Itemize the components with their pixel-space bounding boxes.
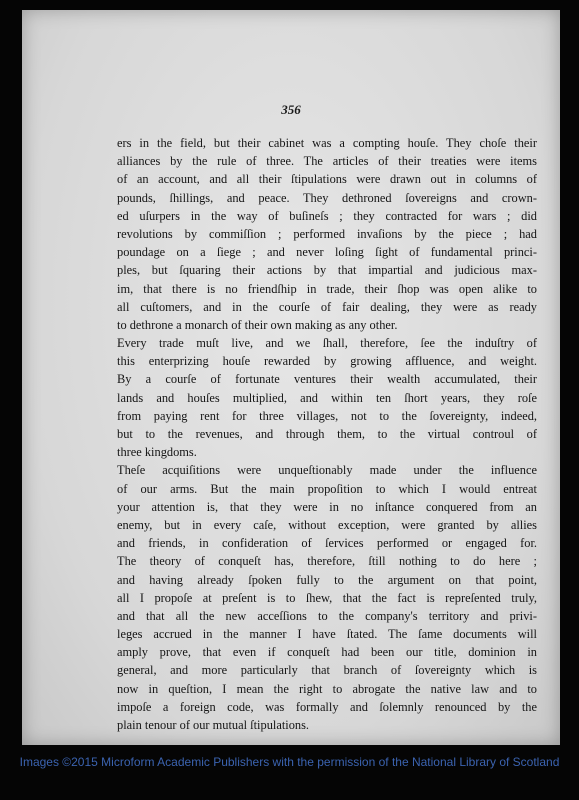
- text-line: of our arms. But the main propoſition to which I would entreat: [117, 481, 537, 496]
- text-line: The theory of conqueſt has, therefore, ſtill nothing to do here ;: [117, 554, 537, 569]
- text-line: impoſe a foreign code, was formally and ſolemnly renounced by the: [117, 699, 537, 714]
- text-line: this enterprizing houſe rewarded by growing affluence, and weight.: [117, 354, 537, 369]
- page-number: 356: [281, 102, 301, 117]
- text-line: ers in the field, but their cabinet was a compting houſe. They choſe their: [117, 136, 537, 150]
- text-line: enemy, but in every caſe, without exception, were granted by allies: [117, 517, 537, 532]
- text-line: and friends, in confideration of ſervices performed or engaged for.: [117, 536, 537, 551]
- text-line: now in queſtion, I mean the right to abrogate the native law and to: [117, 681, 537, 696]
- text-line: ed uſurpers in the way of buſineſs ; they contracted for wars ; did: [117, 208, 537, 223]
- text-line: Every trade muſt live, and we ſhall, therefore, ſee the induſtry of: [117, 336, 537, 351]
- text-line: to dethrone a monarch of their own making as any other.: [117, 317, 398, 332]
- text-line: your attention is, that they were in no inſtance conquered from an: [117, 499, 537, 514]
- text-line: all cuſtomers, and in the courſe of fair dealing, they were as ready: [117, 299, 537, 314]
- text-line: alliances by the rule of three. The articles of their treaties were items: [117, 154, 537, 169]
- text-line: three kingdoms.: [117, 445, 197, 460]
- text-line: plain tenour of our mutual ſtipulations.: [117, 718, 310, 732]
- text-line: pounds, ſhillings, and peace. They dethroned ſovereigns and crown-: [117, 190, 537, 205]
- text-line: poundage on a ſiege ; and never loſing ſight of fundamental princi-: [117, 245, 537, 260]
- book-page: [22, 10, 560, 745]
- copyright-credit: Images ©2015 Microform Academic Publishers with the permission of the National Library of Scotland: [19, 755, 560, 769]
- text-line: revolutions by commiſſion ; performed invaſions by the piece ; had: [117, 226, 537, 241]
- text-line: leges accrued in the manner I have ſtated. The ſame documents will: [117, 627, 537, 642]
- text-line: all I propoſe at preſent is to ſhew, that the fact is repreſented truly,: [117, 590, 537, 605]
- text-line: amply prove, that even if conqueſt had been our title, dominion in: [117, 645, 537, 660]
- text-line: from paying rent for three villages, not to the ſovereignty, indeed,: [117, 408, 537, 423]
- text-line: and having already ſpoken fully to the argument on that point,: [117, 572, 537, 587]
- text-line: but to the revenues, and through them, to the virtual controul of: [117, 427, 537, 441]
- page-text: [117, 134, 537, 734]
- text-line: ples, but ſquaring their actions by that impartial and judicious max-: [117, 263, 537, 278]
- text-line: By a courſe of fortunate ventures their wealth accumulated, their: [117, 372, 537, 387]
- text-line: of an account, and all their ſtipulations were drawn out in columns of: [117, 172, 537, 187]
- text-line: lands and houſes multiplied, and within ten ſhort years, they roſe: [117, 390, 537, 405]
- text-line: and that all the new acceſſions to the company's territory and privi-: [117, 608, 537, 623]
- text-line: im, that there is no friendſhip in trade, their ſhop was open alike to: [117, 281, 537, 296]
- text-line: general, and more particularly that branch of ſovereignty which is: [117, 663, 537, 678]
- text-line: Theſe acquiſitions were unqueſtionably made under the influence: [117, 463, 537, 478]
